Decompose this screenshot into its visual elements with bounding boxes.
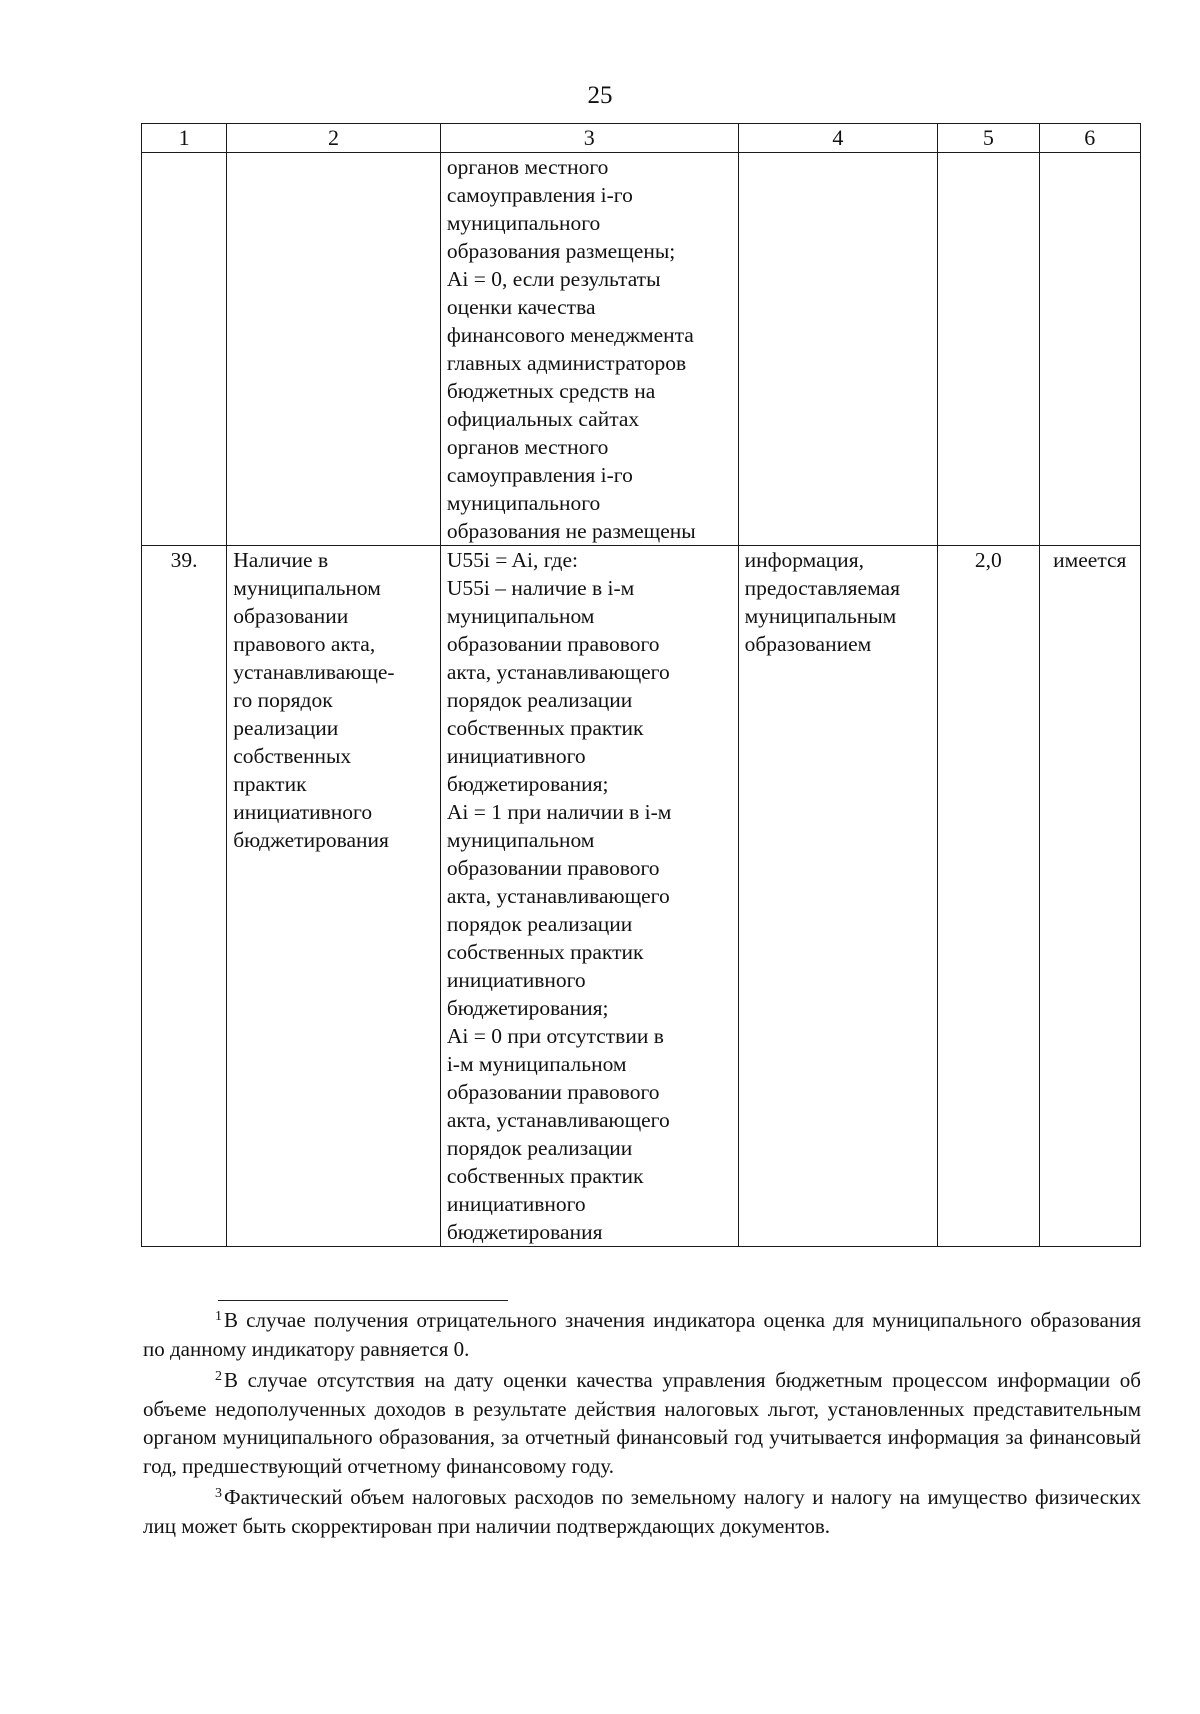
cell-text-line: бюджетирования;: [446, 996, 609, 1020]
cell-text-line: собственных практик: [446, 716, 644, 740]
header-col-5: 5: [938, 124, 1039, 153]
cell-text-line: образования размещены;: [446, 239, 676, 263]
header-col-1: 1: [142, 124, 227, 153]
indicator-name: [227, 546, 441, 1247]
cell-text-line: образования не размещены: [446, 519, 696, 543]
footnote-2-text: В случае отсутствия на дату оценки качества управления бюджетным процессом информации об объеме недополученных доходов в результате действия налоговых льгот, установленных представительным органом муниципального образования, за отчетный финансовый год учитывается информация за финансовый год, предшествующий отчетному финансовому году.: [143, 1368, 1141, 1478]
cont-col-3: [440, 153, 738, 546]
data-source: [738, 546, 938, 1247]
header-col-3: 3: [440, 124, 738, 153]
header-col-2: 2: [227, 124, 441, 153]
cell-text-line: органов местного: [446, 155, 609, 179]
footnote-1-text: В случае получения отрицательного значения индикатора оценка для муниципального образования по данному индикатору равняется 0.: [143, 1308, 1141, 1361]
cell-text-line: i-м муниципальном: [446, 1052, 627, 1076]
indicator-status: имеется: [1039, 546, 1140, 1247]
header-col-6: 6: [1039, 124, 1140, 153]
cell-text-line: порядок реализации: [446, 912, 633, 936]
indicator-formula: [440, 546, 738, 1247]
cell-text-line: го порядок: [233, 688, 333, 712]
cell-text-line: предоставляемая: [744, 576, 900, 600]
cell-text-line: собственных практик: [446, 940, 644, 964]
cell-text-line: U55i = Ai, где:: [446, 548, 578, 572]
cell-text-line: устанавливающе-: [233, 660, 395, 684]
indicators-table: [141, 123, 1141, 1247]
footnotes: [143, 1300, 1141, 1540]
cell-text-line: бюджетирования: [233, 828, 389, 852]
cell-text-line: муниципального: [446, 491, 601, 515]
footnote-2-marker: 2: [215, 1369, 222, 1384]
cell-text-line: собственных практик: [446, 1164, 644, 1188]
cell-text-line: практик: [233, 772, 307, 796]
header-col-4: 4: [738, 124, 938, 153]
footnote-1: [143, 1303, 1141, 1363]
table-header-row: [142, 124, 1141, 153]
table-row-39: [142, 546, 1141, 1247]
cell-text-line: муниципальным: [744, 604, 897, 628]
footnote-3-text: Фактический объем налоговых расходов по земельному налогу и налогу на имущество физических лиц может быть скорректирован при наличии подтверждающих документов.: [143, 1485, 1141, 1538]
cont-col-4: [738, 153, 938, 546]
cell-text-line: официальных сайтах: [446, 407, 640, 431]
cell-text-line: образовании правового: [446, 1080, 660, 1104]
cell-text-line: Ai = 0 при отсутствии в: [446, 1024, 664, 1048]
cont-col-2: [227, 153, 441, 546]
cell-text-line: порядок реализации: [446, 688, 633, 712]
footnote-separator: [218, 1300, 508, 1301]
cell-text-line: главных администраторов: [446, 351, 687, 375]
cell-text-line: акта, устанавливающего: [446, 1108, 670, 1132]
cell-text-line: правового акта,: [233, 632, 376, 656]
cell-text-line: бюджетных средств на: [446, 379, 656, 403]
footnote-2: [143, 1363, 1141, 1480]
cell-text-line: Ai = 1 при наличии в i-м: [446, 800, 672, 824]
footnote-3: [143, 1480, 1141, 1540]
footnote-1-marker: 1: [215, 1309, 222, 1324]
cell-text-line: инициативного: [446, 968, 586, 992]
cell-text-line: бюджетирования;: [446, 772, 609, 796]
cell-text-line: муниципальном: [446, 828, 595, 852]
cell-text-line: образовании правового: [446, 632, 660, 656]
cell-text-line: образовании правового: [446, 856, 660, 880]
cell-text-line: акта, устанавливающего: [446, 660, 670, 684]
cell-text-line: муниципальном: [446, 604, 595, 628]
cell-text-line: самоуправления i-го: [446, 183, 633, 207]
cell-text-line: порядок реализации: [446, 1136, 633, 1160]
cell-text-line: образованием: [744, 632, 872, 656]
cell-text-line: собственных: [233, 744, 352, 768]
footnote-3-marker: 3: [215, 1486, 222, 1501]
cell-text-line: U55i – наличие в i-м: [446, 576, 635, 600]
cell-text-line: инициативного: [233, 800, 373, 824]
cell-text-line: финансового менеджмента: [446, 323, 694, 347]
row-number: 39.: [142, 546, 227, 1247]
table-row-continued: [142, 153, 1141, 546]
cell-text-line: Ai = 0, если результаты: [446, 267, 661, 291]
cell-text-line: образовании: [233, 604, 349, 628]
cell-text-line: муниципальном: [233, 576, 381, 600]
cell-text-line: органов местного: [446, 435, 609, 459]
cell-text-line: акта, устанавливающего: [446, 884, 670, 908]
cell-text-line: муниципального: [446, 211, 601, 235]
cont-col-5: [938, 153, 1039, 546]
cell-text-line: реализации: [233, 716, 339, 740]
page-number: 25: [587, 82, 613, 109]
indicator-weight: 2,0: [938, 546, 1039, 1247]
cell-text-line: Наличие в: [233, 548, 329, 572]
cont-col-1: [142, 153, 227, 546]
cont-col-6: [1039, 153, 1140, 546]
cell-text-line: самоуправления i-го: [446, 463, 633, 487]
cell-text-line: инициативного: [446, 1192, 586, 1216]
cell-text-line: оценки качества: [446, 295, 596, 319]
cell-text-line: информация,: [744, 548, 864, 572]
cell-text-line: бюджетирования: [446, 1220, 603, 1244]
cell-text-line: инициативного: [446, 744, 586, 768]
